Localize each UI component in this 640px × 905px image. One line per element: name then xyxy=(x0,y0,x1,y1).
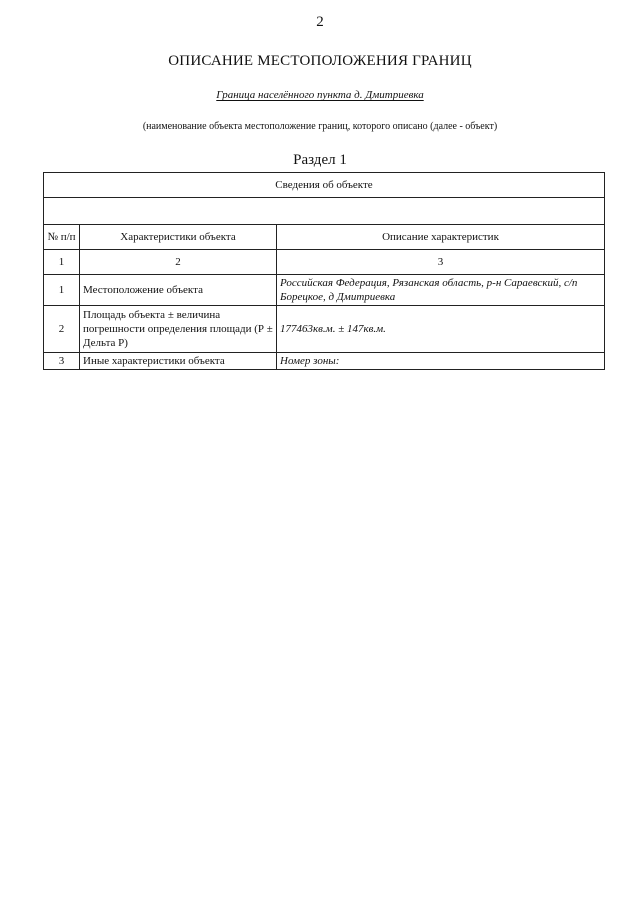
object-caption: (наименование объекта местоположение границ, которого описано (далее - объект) xyxy=(142,121,498,132)
object-info-table xyxy=(43,172,605,370)
table-row xyxy=(44,353,605,370)
document-title: ОПИСАНИЕ МЕСТОПОЛОЖЕНИЯ ГРАНИЦ xyxy=(168,53,472,69)
row-characteristic: Иные характеристики объекта xyxy=(80,353,277,370)
row-description: 177463кв.м. ± 147кв.м. xyxy=(277,306,605,353)
table-column-headers xyxy=(44,225,605,250)
column-header-number: № п/п xyxy=(44,225,80,250)
column-header-characteristic: Характеристики объекта xyxy=(80,225,277,250)
row-description: Номер зоны: xyxy=(277,353,605,370)
object-name-text: Граница населённого пункта д. Дмитриевка xyxy=(216,89,424,101)
table-header: Сведения об объекте xyxy=(44,173,605,198)
row-characteristic: Площадь объекта ± величина погрешности определения площади (Р ± Дельта Р) xyxy=(80,306,277,353)
table-column-numbers xyxy=(44,250,605,275)
section-title: Раздел 1 xyxy=(293,152,347,168)
row-number: 3 xyxy=(44,353,80,370)
row-characteristic: Местоположение объекта xyxy=(80,275,277,306)
table-empty-row xyxy=(44,198,605,225)
column-header-description: Описание характеристик xyxy=(277,225,605,250)
page-number: 2 xyxy=(316,14,324,30)
column-number-2: 2 xyxy=(80,250,277,275)
table-row xyxy=(44,275,605,306)
row-number: 1 xyxy=(44,275,80,306)
column-number-1: 1 xyxy=(44,250,80,275)
row-description: Российская Федерация, Рязанская область, р-н Сараевский, с/п Борецкое, д Дмитриевка xyxy=(277,275,605,306)
row-number: 2 xyxy=(44,306,80,353)
object-name xyxy=(0,89,640,101)
column-number-3: 3 xyxy=(277,250,605,275)
table-row xyxy=(44,306,605,353)
